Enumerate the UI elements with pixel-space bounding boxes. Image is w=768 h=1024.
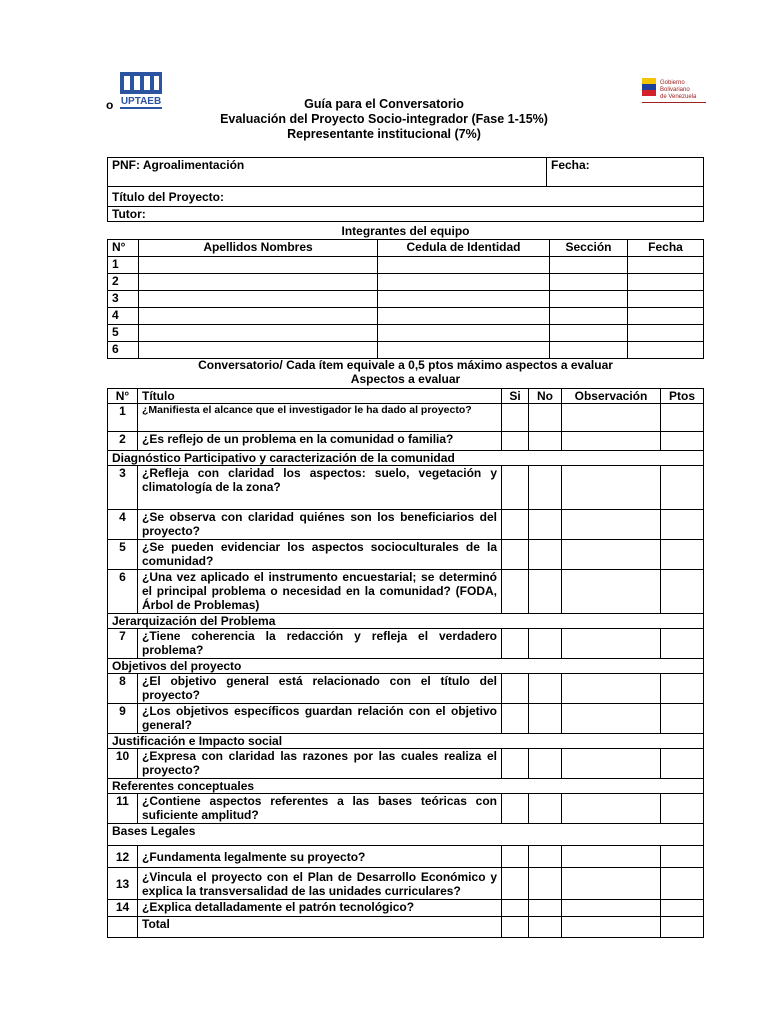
svg-text:de Venezuela: de Venezuela bbox=[660, 94, 697, 100]
eval-item-row bbox=[108, 749, 704, 779]
title-line-1: Guía para el Conversatorio bbox=[304, 97, 464, 111]
team-heading: Integrantes del equipo bbox=[341, 224, 470, 238]
eval-col-title: Título bbox=[138, 389, 502, 404]
item-number: 3 bbox=[108, 466, 138, 510]
eval-section-row bbox=[108, 779, 704, 794]
team-col-section: Sección bbox=[550, 240, 628, 257]
eval-col-points: Ptos bbox=[661, 389, 704, 404]
title-line-2: Evaluación del Proyecto Socio-integrador (Fase 1-15%) bbox=[220, 112, 548, 126]
team-col-names: Apellidos Nombres bbox=[139, 240, 378, 257]
evaluation-heading: Aspectos a evaluar bbox=[350, 372, 461, 386]
team-row-number: 6 bbox=[108, 342, 139, 359]
eval-section-row bbox=[108, 451, 704, 466]
eval-item-row bbox=[108, 629, 704, 659]
title-line-3: Representante institucional (7%) bbox=[287, 127, 481, 141]
evaluation-instruction: Conversatorio/ Cada ítem equivale a 0,5 ptos máximo aspectos a evaluar bbox=[198, 358, 613, 372]
project-title-field: Título del Proyecto: bbox=[108, 187, 704, 207]
pnf-field: PNF: Agroalimentación bbox=[108, 158, 547, 187]
section-title: Referentes conceptuales bbox=[108, 779, 704, 794]
item-number: 11 bbox=[108, 794, 138, 824]
eval-item-row bbox=[108, 674, 704, 704]
item-number: 5 bbox=[108, 540, 138, 570]
eval-section-row bbox=[108, 659, 704, 674]
item-number: 13 bbox=[108, 868, 138, 900]
item-question: ¿Se pueden evidenciar los aspectos socioculturales de la comunidad? bbox=[138, 540, 502, 570]
team-col-date: Fecha bbox=[628, 240, 704, 257]
item-question: ¿Los objetivos específicos guardan relación con el objetivo general? bbox=[138, 704, 502, 734]
eval-col-no: No bbox=[529, 389, 562, 404]
item-number: 6 bbox=[108, 570, 138, 614]
team-row bbox=[108, 325, 704, 342]
fecha-field: Fecha: bbox=[547, 158, 704, 187]
team-row bbox=[108, 274, 704, 291]
item-question: ¿Vincula el proyecto con el Plan de Desarrollo Económico y explica la transversalidad de las unidades curriculares? bbox=[138, 868, 502, 900]
eval-item-row bbox=[108, 510, 704, 540]
eval-item-row bbox=[108, 540, 704, 570]
eval-item-row bbox=[108, 900, 704, 917]
item-question: ¿Refleja con claridad los aspectos: suelo, vegetación y climatología de la zona? bbox=[138, 466, 502, 510]
evaluation-subtitles bbox=[107, 358, 704, 386]
logo-prefix-text: o bbox=[106, 98, 114, 112]
uptaeb-logo-text: UPTAEB bbox=[120, 96, 162, 107]
item-question: ¿Explica detalladamente el patrón tecnológico? bbox=[138, 900, 502, 917]
team-col-n: N° bbox=[108, 240, 139, 257]
eval-col-si: Si bbox=[502, 389, 529, 404]
item-number: 1 bbox=[108, 404, 138, 432]
eval-item-row bbox=[108, 570, 704, 614]
eval-col-n: N° bbox=[108, 389, 138, 404]
eval-item-row bbox=[108, 404, 704, 432]
svg-text:Gobierno: Gobierno bbox=[660, 80, 685, 86]
eval-item-row bbox=[108, 466, 704, 510]
team-row bbox=[108, 342, 704, 359]
eval-section-row bbox=[108, 734, 704, 749]
eval-item-row bbox=[108, 432, 704, 451]
section-title: Jerarquización del Problema bbox=[108, 614, 704, 629]
item-number: 8 bbox=[108, 674, 138, 704]
svg-text:Bolivariano: Bolivariano bbox=[660, 87, 690, 93]
section-title: Objetivos del proyecto bbox=[108, 659, 704, 674]
item-number: 4 bbox=[108, 510, 138, 540]
team-row-number: 1 bbox=[108, 257, 139, 274]
eval-item-row bbox=[108, 868, 704, 900]
item-question: ¿Manifiesta el alcance que el investigador le ha dado al proyecto? bbox=[138, 404, 502, 432]
item-number: 10 bbox=[108, 749, 138, 779]
document-header bbox=[0, 97, 768, 142]
item-question: ¿Fundamenta legalmente su proyecto? bbox=[138, 846, 502, 868]
item-number: 12 bbox=[108, 846, 138, 868]
item-question: ¿Una vez aplicado el instrumento encuestarial; se determinó el principal problema o necesidad en la comunidad? (FODA, Árbol de Problemas) bbox=[138, 570, 502, 614]
eval-item-row bbox=[108, 794, 704, 824]
item-question: ¿Es reflejo de un problema en la comunidad o familia? bbox=[138, 432, 502, 451]
item-number: 9 bbox=[108, 704, 138, 734]
eval-section-row bbox=[108, 614, 704, 629]
team-row bbox=[108, 257, 704, 274]
item-question: ¿Contiene aspectos referentes a las bases teóricas con suficiente amplitud? bbox=[138, 794, 502, 824]
tutor-field: Tutor: bbox=[108, 207, 704, 222]
eval-item-row bbox=[108, 846, 704, 868]
team-row-number: 4 bbox=[108, 308, 139, 325]
item-question: ¿Se observa con claridad quiénes son los beneficiarios del proyecto? bbox=[138, 510, 502, 540]
eval-section-row bbox=[108, 824, 704, 846]
team-row-number: 5 bbox=[108, 325, 139, 342]
item-question: ¿Tiene coherencia la redacción y refleja el verdadero problema? bbox=[138, 629, 502, 659]
section-title: Justificación e Impacto social bbox=[108, 734, 704, 749]
team-row-number: 3 bbox=[108, 291, 139, 308]
team-col-id: Cedula de Identidad bbox=[378, 240, 550, 257]
evaluation-table bbox=[107, 388, 704, 938]
total-label: Total bbox=[138, 917, 502, 938]
section-title: Bases Legales bbox=[108, 824, 704, 846]
eval-item-row bbox=[108, 704, 704, 734]
team-row bbox=[108, 291, 704, 308]
item-number: 14 bbox=[108, 900, 138, 917]
item-number: 7 bbox=[108, 629, 138, 659]
item-question: ¿El objetivo general está relacionado con el título del proyecto? bbox=[138, 674, 502, 704]
team-row-number: 2 bbox=[108, 274, 139, 291]
section-title: Diagnóstico Participativo y caracterización de la comunidad bbox=[108, 451, 704, 466]
team-table bbox=[107, 239, 704, 359]
eval-col-observation: Observación bbox=[562, 389, 661, 404]
project-info-table bbox=[107, 157, 704, 222]
item-number: 2 bbox=[108, 432, 138, 451]
team-row bbox=[108, 308, 704, 325]
item-question: ¿Expresa con claridad las razones por las cuales realiza el proyecto? bbox=[138, 749, 502, 779]
total-row bbox=[108, 917, 704, 938]
